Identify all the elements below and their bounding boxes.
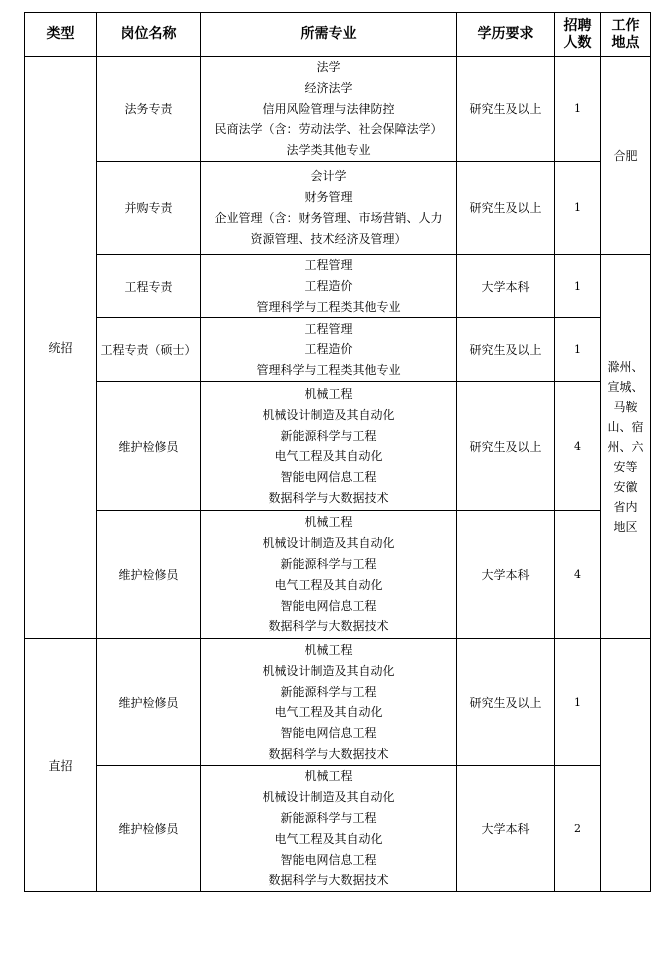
header-location bbox=[601, 13, 651, 57]
major-item: 机械工程 bbox=[304, 386, 353, 401]
major-item: 机械工程 bbox=[304, 515, 353, 530]
major-item: 电气工程及其自动化 bbox=[274, 831, 383, 846]
major-item: 机械设计制造及其自动化 bbox=[262, 663, 395, 678]
count-cell: 1 bbox=[555, 639, 601, 766]
education-cell: 研究生及以上 bbox=[457, 57, 555, 162]
location-line: 安徽 bbox=[613, 479, 638, 494]
table-row bbox=[25, 161, 651, 254]
count-cell: 4 bbox=[555, 511, 601, 639]
position-cell: 并购专责 bbox=[97, 161, 201, 254]
header-majors: 所需专业 bbox=[201, 13, 457, 57]
group-zhizhao: 直招 bbox=[25, 639, 97, 892]
majors-cell bbox=[201, 161, 457, 254]
majors-cell bbox=[201, 318, 457, 382]
major-item: 电气工程及其自动化 bbox=[274, 449, 383, 464]
major-item: 管理科学与工程类其他专业 bbox=[256, 299, 401, 314]
count-cell: 1 bbox=[555, 318, 601, 382]
major-item: 会计学 bbox=[310, 169, 347, 184]
major-item: 法学类其他专业 bbox=[286, 143, 371, 158]
education-cell: 大学本科 bbox=[457, 254, 555, 317]
major-item: 机械设计制造及其自动化 bbox=[262, 536, 395, 551]
table-row bbox=[25, 639, 651, 766]
majors-cell bbox=[201, 254, 457, 317]
count-cell: 4 bbox=[555, 382, 601, 511]
major-item: 数据科学与大数据技术 bbox=[268, 619, 389, 634]
location-line: 安等 bbox=[613, 459, 638, 474]
count-cell: 1 bbox=[555, 57, 601, 162]
major-item: 新能源科学与工程 bbox=[280, 684, 377, 699]
table-row bbox=[25, 766, 651, 892]
major-item: 智能电网信息工程 bbox=[280, 470, 377, 485]
header-count-line1: 招聘 bbox=[563, 17, 592, 34]
education-cell: 研究生及以上 bbox=[457, 161, 555, 254]
header-count-line2: 人数 bbox=[563, 34, 592, 51]
major-item: 工程管理 bbox=[304, 257, 353, 272]
major-item: 数据科学与大数据技术 bbox=[268, 746, 389, 761]
position-cell: 维护检修员 bbox=[97, 382, 201, 511]
major-item: 机械工程 bbox=[304, 769, 353, 784]
header-location-line2: 地点 bbox=[611, 34, 640, 51]
education-cell: 研究生及以上 bbox=[457, 639, 555, 766]
location-empty bbox=[601, 639, 651, 892]
major-item: 信用风险管理与法律防控 bbox=[262, 101, 395, 116]
location-line: 省内 bbox=[613, 499, 638, 514]
location-line: 宣城、 bbox=[607, 379, 644, 394]
majors-cell bbox=[201, 511, 457, 639]
major-item: 新能源科学与工程 bbox=[280, 810, 377, 825]
header-position: 岗位名称 bbox=[97, 13, 201, 57]
education-cell: 大学本科 bbox=[457, 511, 555, 639]
header-location-line1: 工作 bbox=[611, 17, 640, 34]
recruitment-table bbox=[24, 12, 651, 892]
major-item: 数据科学与大数据技术 bbox=[268, 873, 389, 888]
major-item: 企业管理（含：财务管理、市场营销、人力资源管理、技术经济及管理） bbox=[214, 210, 443, 246]
count-cell: 1 bbox=[555, 161, 601, 254]
location-line: 山、宿 bbox=[607, 419, 644, 434]
education-cell: 研究生及以上 bbox=[457, 382, 555, 511]
table-row bbox=[25, 57, 651, 162]
major-item: 机械设计制造及其自动化 bbox=[262, 790, 395, 805]
major-item: 管理科学与工程类其他专业 bbox=[256, 363, 401, 378]
major-item: 工程造价 bbox=[304, 278, 353, 293]
major-item: 机械设计制造及其自动化 bbox=[262, 407, 395, 422]
position-cell: 维护检修员 bbox=[97, 639, 201, 766]
table-row bbox=[25, 511, 651, 639]
location-line: 滁州、 bbox=[607, 359, 644, 374]
majors-cell bbox=[201, 766, 457, 892]
table-row bbox=[25, 254, 651, 317]
major-item: 数据科学与大数据技术 bbox=[268, 490, 389, 505]
major-item: 新能源科学与工程 bbox=[280, 557, 377, 572]
major-item: 财务管理 bbox=[304, 190, 353, 205]
major-item: 智能电网信息工程 bbox=[280, 852, 377, 867]
location-hefei: 合肥 bbox=[601, 57, 651, 255]
position-cell: 维护检修员 bbox=[97, 766, 201, 892]
header-row bbox=[25, 13, 651, 57]
group-tongzhao: 统招 bbox=[25, 57, 97, 639]
location-line: 马鞍 bbox=[613, 399, 638, 414]
table-row bbox=[25, 382, 651, 511]
major-item: 新能源科学与工程 bbox=[280, 428, 377, 443]
majors-cell bbox=[201, 382, 457, 511]
major-item: 民商法学（含：劳动法学、社会保障法学） bbox=[214, 122, 443, 137]
header-count bbox=[555, 13, 601, 57]
education-cell: 研究生及以上 bbox=[457, 318, 555, 382]
count-cell: 1 bbox=[555, 254, 601, 317]
major-item: 机械工程 bbox=[304, 642, 353, 657]
header-type: 类型 bbox=[25, 13, 97, 57]
major-item: 经济法学 bbox=[304, 80, 353, 95]
major-item: 电气工程及其自动化 bbox=[274, 705, 383, 720]
position-cell: 工程专责 bbox=[97, 254, 201, 317]
location-line: 州、六 bbox=[607, 439, 644, 454]
location-line: 地区 bbox=[613, 519, 638, 534]
education-cell: 大学本科 bbox=[457, 766, 555, 892]
position-cell: 工程专责（硕士） bbox=[97, 318, 201, 382]
header-education: 学历要求 bbox=[457, 13, 555, 57]
major-item: 电气工程及其自动化 bbox=[274, 577, 383, 592]
table-row bbox=[25, 318, 651, 382]
majors-cell bbox=[201, 57, 457, 162]
majors-cell bbox=[201, 639, 457, 766]
position-cell: 维护检修员 bbox=[97, 511, 201, 639]
major-item: 智能电网信息工程 bbox=[280, 598, 377, 613]
location-regional bbox=[601, 254, 651, 638]
major-item: 法学 bbox=[316, 60, 341, 74]
position-cell: 法务专责 bbox=[97, 57, 201, 162]
major-item: 工程管理 bbox=[304, 321, 353, 336]
count-cell: 2 bbox=[555, 766, 601, 892]
major-item: 智能电网信息工程 bbox=[280, 726, 377, 741]
major-item: 工程造价 bbox=[304, 342, 353, 357]
